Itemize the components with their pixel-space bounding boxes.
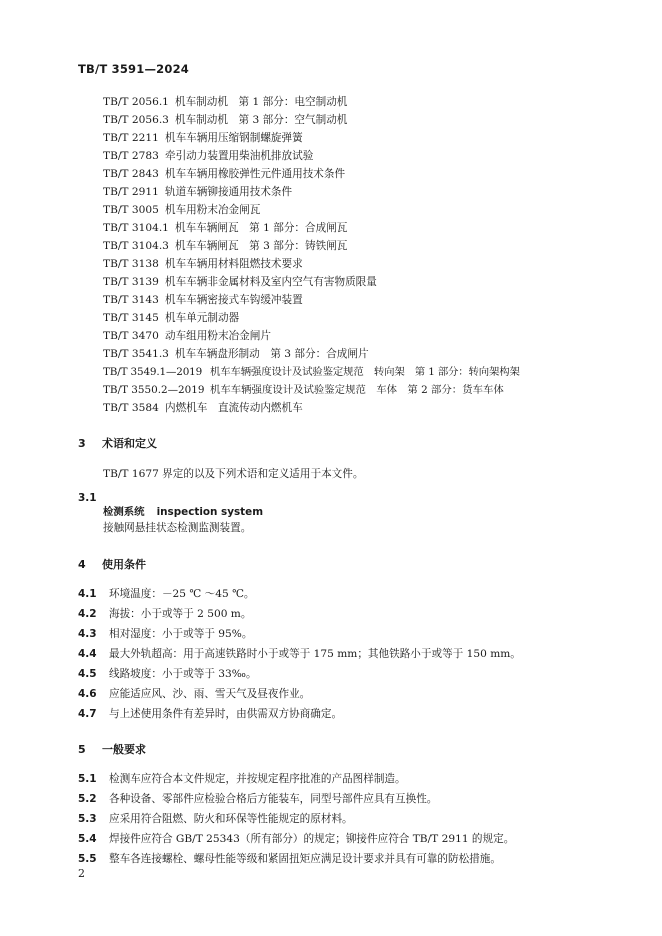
reference-code: TB/T 3549.1—2019 (103, 366, 203, 378)
clause-number: 4.4 (78, 648, 97, 660)
clause-item (78, 707, 342, 721)
clause-item (78, 667, 257, 681)
reference-code: TB/T 2056.3 (103, 114, 169, 126)
clause-text: 相对湿度：小于或等于 95%。 (109, 628, 253, 640)
reference-title: 机车车辆盘形制动 第 3 部分：合成闸片 (175, 348, 369, 360)
reference-code: TB/T 2783 (103, 150, 159, 162)
reference-title: 机车单元制动器 (165, 312, 240, 324)
reference-code: TB/T 3470 (103, 330, 159, 342)
clause-number: 4.2 (78, 608, 97, 620)
clause-item (78, 687, 310, 701)
clause-text: 应能适应风、沙、雨、雪天气及昼夜作业。 (109, 688, 311, 700)
reference-title: 轨道车辆铆接通用技术条件 (165, 186, 293, 198)
section-number: 3 (78, 437, 86, 450)
reference-item (103, 311, 239, 325)
term-definition: 接触网悬挂状态检测监测装置。 (103, 522, 252, 534)
term-number-row (78, 491, 109, 505)
reference-code: TB/T 2211 (103, 132, 159, 144)
section-number: 4 (78, 558, 86, 571)
clause-text: 环境温度：－25 ℃ ～45 ℃。 (109, 588, 255, 600)
clause-number: 5.3 (78, 813, 97, 825)
term-en: inspection system (156, 506, 264, 518)
reference-item (103, 293, 303, 307)
clause-text: 线路坡度：小于或等于 33‰。 (109, 668, 257, 680)
term-zh: 检测系统 (103, 506, 145, 518)
clause-item (78, 852, 501, 866)
reference-title: 牵引动力装置用柴油机排放试验 (165, 150, 314, 162)
reference-item (103, 203, 260, 217)
clause-item (78, 772, 406, 786)
reference-title: 机车车辆闸瓦 第 3 部分：铸铁闸瓦 (175, 240, 348, 252)
reference-code: TB/T 3143 (103, 294, 159, 306)
clause-item (78, 832, 514, 846)
clause-item (78, 627, 252, 641)
reference-item (103, 329, 271, 343)
clause-item (78, 792, 437, 806)
reference-item (103, 149, 313, 163)
clause-text: 最大外轨超高：用于高速铁路时小于或等于 175 mm；其他铁路小于或等于 150 mm。 (109, 648, 521, 660)
clause-number: 5.2 (78, 793, 97, 805)
reference-item (103, 383, 504, 397)
clause-item (78, 647, 521, 661)
clause-text: 整车各连接螺栓、螺母性能等级和紧固扭矩应满足设计要求并具有可靠的防松措施。 (109, 853, 501, 865)
clause-item (78, 607, 251, 621)
reference-code: TB/T 3145 (103, 312, 159, 324)
reference-title: 机车车辆用橡胶弹性元件通用技术条件 (165, 168, 346, 180)
section-title: 使用条件 (102, 558, 146, 571)
reference-title: 机车车辆用材料阻燃技术要求 (165, 258, 303, 270)
section-title: 术语和定义 (102, 437, 157, 450)
clause-number: 5.5 (78, 853, 97, 865)
reference-item (103, 131, 303, 145)
section-heading (78, 435, 157, 451)
clause-number: 4.5 (78, 668, 97, 680)
section-heading (78, 741, 146, 757)
reference-code: TB/T 2911 (103, 186, 159, 198)
reference-title: 机车车辆闸瓦 第 1 部分：合成闸瓦 (175, 222, 348, 234)
reference-title: 机车车辆强度设计及试验鉴定规范 转向架 第 1 部分：转向架构架 (210, 366, 520, 378)
reference-item (103, 239, 347, 253)
clause-number: 4.7 (78, 708, 97, 720)
clause-number: 4.6 (78, 688, 97, 700)
reference-item (103, 347, 369, 361)
section-number: 5 (78, 743, 86, 756)
reference-title: 内燃机车 直流传动内燃机车 (165, 402, 303, 414)
reference-code: TB/T 3138 (103, 258, 159, 270)
reference-item (103, 167, 345, 181)
clause-number: 5.4 (78, 833, 97, 845)
reference-code: TB/T 3005 (103, 204, 159, 216)
reference-code: TB/T 3541.3 (103, 348, 169, 360)
reference-code: TB/T 3104.1 (103, 222, 169, 234)
reference-code: TB/T 3550.2—2019 (103, 384, 205, 396)
reference-title: 机车制动机 第 3 部分：空气制动机 (175, 114, 348, 126)
reference-code: TB/T 3139 (103, 276, 159, 288)
reference-title: 机车车辆密接式车钩缓冲装置 (165, 294, 303, 306)
reference-item (103, 365, 520, 379)
reference-item (103, 275, 377, 289)
clause-number: 4.3 (78, 628, 97, 640)
clause-text: 海拔：小于或等于 2 500 m。 (109, 608, 252, 620)
reference-title: 动车组用粉末冶金闸片 (165, 330, 271, 342)
reference-item (103, 257, 303, 271)
clause-item (78, 812, 353, 826)
section-heading (78, 556, 146, 572)
reference-code: TB/T 3104.3 (103, 240, 169, 252)
document-header-id: TB/T 3591—2024 (78, 62, 189, 76)
clause-text: 焊接件应符合 GB/T 25343（所有部分）的规定；铆接件应符合 TB/T 2911 的规定。 (109, 833, 515, 845)
clause-number: 5.1 (78, 773, 97, 785)
section-intro: TB/T 1677 界定的以及下列术语和定义适用于本文件。 (103, 468, 364, 480)
reference-title: 机车车辆强度设计及试验鉴定规范 车体 第 2 部分：货车车体 (210, 384, 504, 396)
term-number: 3.1 (78, 492, 97, 504)
reference-code: TB/T 2056.1 (103, 96, 169, 108)
page-number: 2 (78, 867, 85, 880)
reference-title: 机车车辆非金属材料及室内空气有害物质限量 (165, 276, 377, 288)
clause-text: 各种设备、零部件应检验合格后方能装车，同型号部件应具有互换性。 (109, 793, 438, 805)
clause-number: 4.1 (78, 588, 97, 600)
reference-item (103, 401, 303, 415)
term-heading (103, 505, 263, 519)
reference-title: 机车车辆用压缩钢制螺旋弹簧 (165, 132, 303, 144)
clause-text: 与上述使用条件有差异时，由供需双方协商确定。 (109, 708, 343, 720)
reference-code: TB/T 3584 (103, 402, 159, 414)
reference-item (103, 113, 347, 127)
reference-item (103, 221, 347, 235)
clause-text: 应采用符合阻燃、防火和环保等性能规定的原材料。 (109, 813, 353, 825)
clause-item (78, 587, 255, 601)
clause-text: 检测车应符合本文件规定，并按规定程序批准的产品图样制造。 (109, 773, 406, 785)
section-title: 一般要求 (102, 743, 146, 756)
reference-title: 机车制动机 第 1 部分：电空制动机 (175, 96, 348, 108)
reference-item (103, 95, 347, 109)
reference-code: TB/T 2843 (103, 168, 159, 180)
reference-item (103, 185, 292, 199)
reference-title: 机车用粉末冶金闸瓦 (165, 204, 261, 216)
